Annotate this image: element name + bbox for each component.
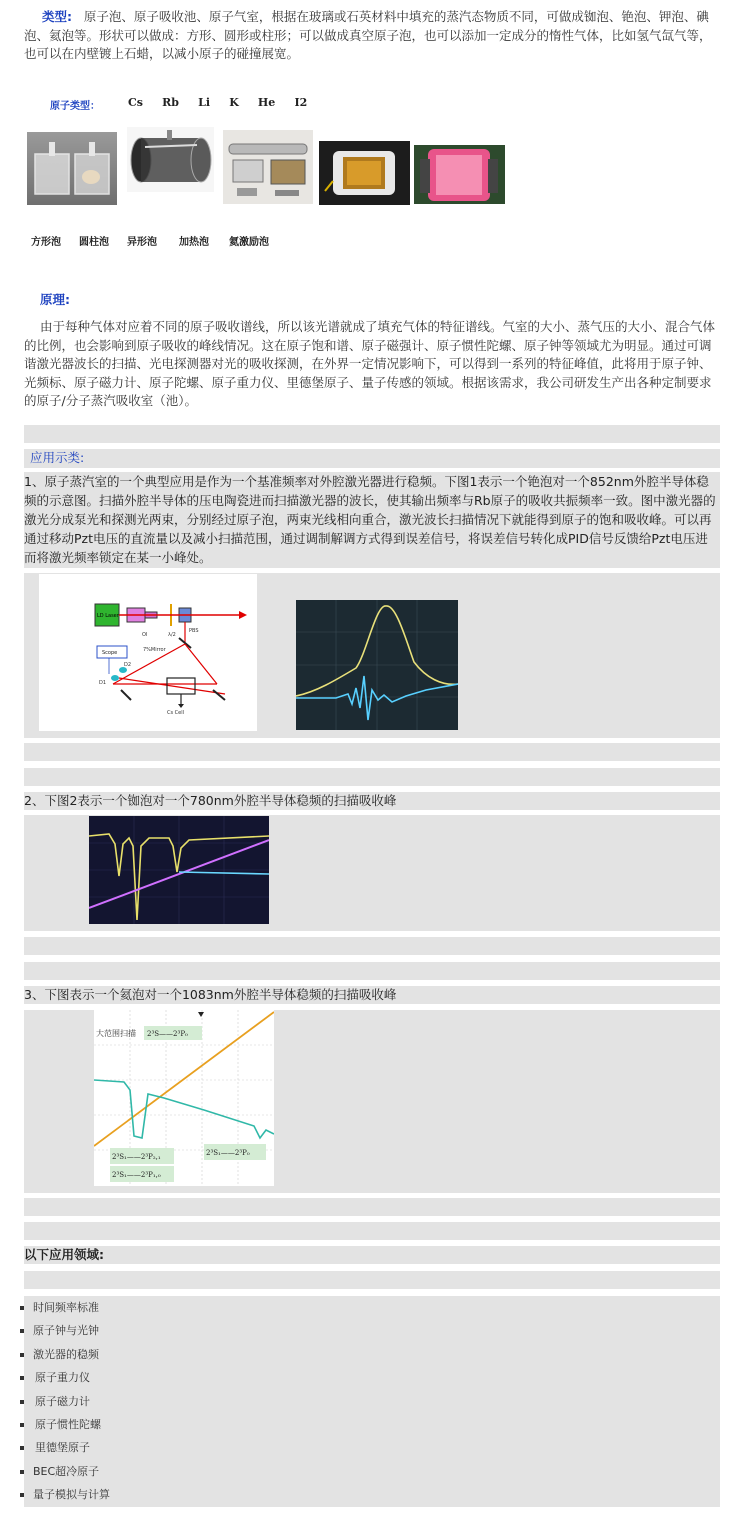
- laser-stabilization-diagram: [39, 574, 257, 731]
- field-item-gyroscope: 原子惯性陀螺: [24, 1413, 720, 1436]
- field-item-rydberg: 里德堡原子: [24, 1436, 720, 1459]
- example-2-text: 2、下图2表示一个铷泡对一个780nm外腔半导体稳频的扫描吸收峰: [24, 792, 720, 810]
- atom-types-list: [128, 96, 307, 109]
- oscilloscope-cs-saturation: [296, 600, 458, 730]
- atom-type-li: Li: [198, 96, 211, 109]
- examples-label-bar: [24, 449, 720, 468]
- example-1-text: 1、原子蒸汽室的一个典型应用是作为一个基准频率对外腔激光器进行稳频。下图1表示一个铯泡对一个852nm外腔半导体稳频的示意图。扫描外腔半导体的压电陶瓷进而扫描激光器的波长，使其输出频率与Rb原子的吸收共振频率一致。图中激光器的激光分成泵光和探测光两束，分别经过原子泡，两束光线相向重合，激光波长扫描情况下就能得到原子的饱和吸收峰。可以再通过移动Pzt电压的直流量以及减小扫描范围，通过调制解调方式得到误差信号，将误差信号转化成PID信号反馈给Pzt电压进而将激光频率锁定在某一小峰处。: [24, 472, 720, 568]
- field-item-magnetometer: 原子磁力计: [24, 1390, 720, 1413]
- he-transition-top: 2³S——2³P₀: [147, 1030, 188, 1038]
- fields-label: 以下应用领域:: [24, 1247, 104, 1262]
- label-d2: D2: [124, 662, 132, 668]
- photo-cylinder-cell: [127, 127, 214, 192]
- label-cs-cell: Cs Cell: [167, 710, 185, 716]
- atom-type-k: K: [229, 96, 239, 109]
- atom-types-row: [50, 97, 100, 112]
- photo-he-excitation-cell: [414, 145, 505, 204]
- separator-7: [24, 1222, 720, 1240]
- application-fields-list: [24, 1296, 720, 1507]
- label-half-wave: λ/2: [168, 632, 176, 638]
- label-ld-laser: LD Laser: [97, 613, 119, 619]
- separator-5: [24, 962, 720, 980]
- example-3-text: 3、下图表示一个氦泡对一个1083nm外腔半导体稳频的扫描吸收峰: [24, 986, 720, 1004]
- he-scan-label: 大范围扫描: [96, 1029, 136, 1038]
- field-item-quantum-simulation: 量子模拟与计算: [24, 1483, 720, 1506]
- separator-1: [24, 425, 720, 443]
- examples-label: 应用示类:: [30, 450, 85, 465]
- label-oi: OI: [142, 632, 148, 638]
- caption-he-excitation: 氦激励泡: [229, 237, 269, 248]
- types-paragraph: [24, 8, 716, 64]
- label-pbs: PBS: [189, 628, 199, 634]
- separator-8: [24, 1271, 720, 1289]
- he-1083-scan-plot: [94, 1010, 274, 1186]
- atom-type-cs: Cs: [128, 96, 143, 109]
- label-mirror: 7%Mirror: [143, 647, 166, 653]
- label-scope: Scope: [102, 650, 118, 656]
- photo-special-cell: [223, 130, 313, 204]
- field-item-atomic-clock: 原子钟与光钟: [24, 1319, 720, 1342]
- field-item-time-frequency: 时间频率标准: [24, 1296, 720, 1319]
- caption-square: 方形泡: [31, 237, 61, 248]
- oscilloscope-rb-780: [89, 816, 269, 924]
- photo-square-cell: [27, 132, 117, 205]
- separator-3: [24, 768, 720, 786]
- he-transition-left-1: 2³S₁——2³P₂,₁: [112, 1153, 161, 1161]
- atom-types-label: 原子类型：: [50, 101, 100, 112]
- separator-6: [24, 1198, 720, 1216]
- label-d1: D1: [99, 680, 107, 686]
- principle-label: 原理:: [40, 292, 70, 307]
- atom-type-rb: Rb: [162, 96, 179, 109]
- fields-label-bar: [24, 1246, 720, 1264]
- field-item-bec: BEC超冷原子: [24, 1460, 720, 1483]
- atom-type-i2: I2: [294, 96, 308, 109]
- principle-text: 由于每种气体对应着不同的原子吸收谱线，所以该光谱就成了填充气体的特征谱线。气室的大小、蒸气压的大小、混合气体的比例，也会影响到原子吸收的峰线情况。这在原子饱和谱、原子磁强计、原子惯性陀螺、原子钟等领域尤为明显。通过可调谐激光器波长的扫描、光电探测器对光的吸收探测，在外界一定情况影响下，可以得到一系列的特征峰值，此将用于原子钟、光频标、原子磁力计、原子陀螺、原子重力仪、里德堡原子、量子传感的领域。根据该需求，我公司研发生产出各种定制要求的原子/分子蒸汽吸收室（池）。: [24, 319, 716, 408]
- atom-type-he: He: [257, 96, 276, 109]
- caption-special: 异形泡: [127, 237, 157, 248]
- field-item-laser-stabilization: 激光器的稳频: [24, 1343, 720, 1366]
- photo-heated-cell: [319, 141, 410, 205]
- types-label: 类型:: [42, 9, 72, 24]
- separator-4: [24, 937, 720, 955]
- separator-2: [24, 743, 720, 761]
- caption-heated: 加热泡: [179, 237, 209, 248]
- he-transition-left-2: 2³S₁——2³P₁,₀: [112, 1171, 161, 1179]
- caption-cylinder: 圆柱泡: [79, 237, 109, 248]
- field-item-gravimeter: 原子重力仪: [24, 1366, 720, 1389]
- he-transition-right: 2³S₁——2³P₀: [206, 1149, 250, 1157]
- types-text: 原子泡、原子吸收池、原子气室，根据在玻璃或石英材料中填充的蒸汽态物质不同，可做成铷泡、铯泡、钾泡、碘泡、氦泡等。形状可以做成：方形、圆形或柱形；可以做成真空原子泡，也可以添加一定成分的惰性气体，比如氢气氙气等，也可以在内壁镀上石蜡，以减小原子的碰撞展宽。: [24, 9, 712, 61]
